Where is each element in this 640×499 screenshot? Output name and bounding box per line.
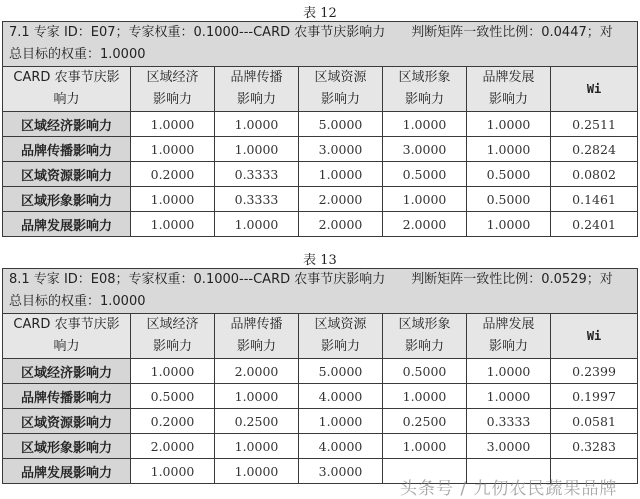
table-13-info: 8.1 专家 ID：E08；专家权重：0.1000---CARD 农事节庆影响力 判断矩阵一致性比例：0.0529；对 总目标的权重：1.0000 [3,269,638,314]
table-13-caption: 表 13 [303,253,337,268]
header-cell: CARD 农事节庆影 响力 [3,314,131,359]
header-cell-wi: Wi [551,67,638,112]
table-13 [2,268,638,484]
watermark: 头条号 / 九仞农民蔬果品牌 [400,479,618,499]
table-row: 品牌发展影响力 1.0000 1.0000 3.0000 [3,459,638,484]
table-12-info: 7.1 专家 ID：E07；专家权重：0.1000---CARD 农事节庆影响力 判断矩阵一致性比例：0.0447；对 总目标的权重：1.0000 [3,22,638,67]
header-cell: 品牌发展 影响力 [467,314,551,359]
table-row: 区域形象影响力 2.0000 1.0000 4.0000 1.0000 3.0000 0.3283 [3,434,638,459]
table-row: 区域资源影响力 0.2000 0.2500 1.0000 0.2500 0.3333 0.0581 [3,409,638,434]
table-row: 品牌传播影响力 1.0000 1.0000 3.0000 3.0000 1.0000 0.2824 [3,137,638,162]
table-13-header-row [3,314,638,359]
header-cell-wi: Wi [551,314,638,359]
header-cell: 区域形象 影响力 [383,67,467,112]
table-row: 区域经济影响力 1.0000 1.0000 5.0000 1.0000 1.0000 0.2511 [3,112,638,137]
header-cell: CARD 农事节庆影 响力 [3,67,131,112]
header-cell: 区域经济 影响力 [131,67,215,112]
table-row: 品牌传播影响力 0.5000 1.0000 4.0000 1.0000 1.0000 0.1997 [3,384,638,409]
header-cell: 品牌发展 影响力 [467,67,551,112]
header-cell: 区域资源 影响力 [299,67,383,112]
table-row: 区域形象影响力 1.0000 0.3333 2.0000 1.0000 0.5000 0.1461 [3,187,638,212]
table-row: 区域资源影响力 0.2000 0.3333 1.0000 0.5000 0.5000 0.0802 [3,162,638,187]
header-cell: 品牌传播 影响力 [215,314,299,359]
header-cell: 品牌传播 影响力 [215,67,299,112]
table-12-header-row [3,67,638,112]
table-12 [2,21,638,237]
table-row: 品牌发展影响力 1.0000 1.0000 2.0000 2.0000 1.0000 0.2401 [3,212,638,237]
table-12-caption: 表 12 [303,6,337,21]
header-cell: 区域经济 影响力 [131,314,215,359]
header-cell: 区域形象 影响力 [383,314,467,359]
header-cell: 区域资源 影响力 [299,314,383,359]
table-row: 区域经济影响力 1.0000 2.0000 5.0000 0.5000 1.0000 0.2399 [3,359,638,384]
